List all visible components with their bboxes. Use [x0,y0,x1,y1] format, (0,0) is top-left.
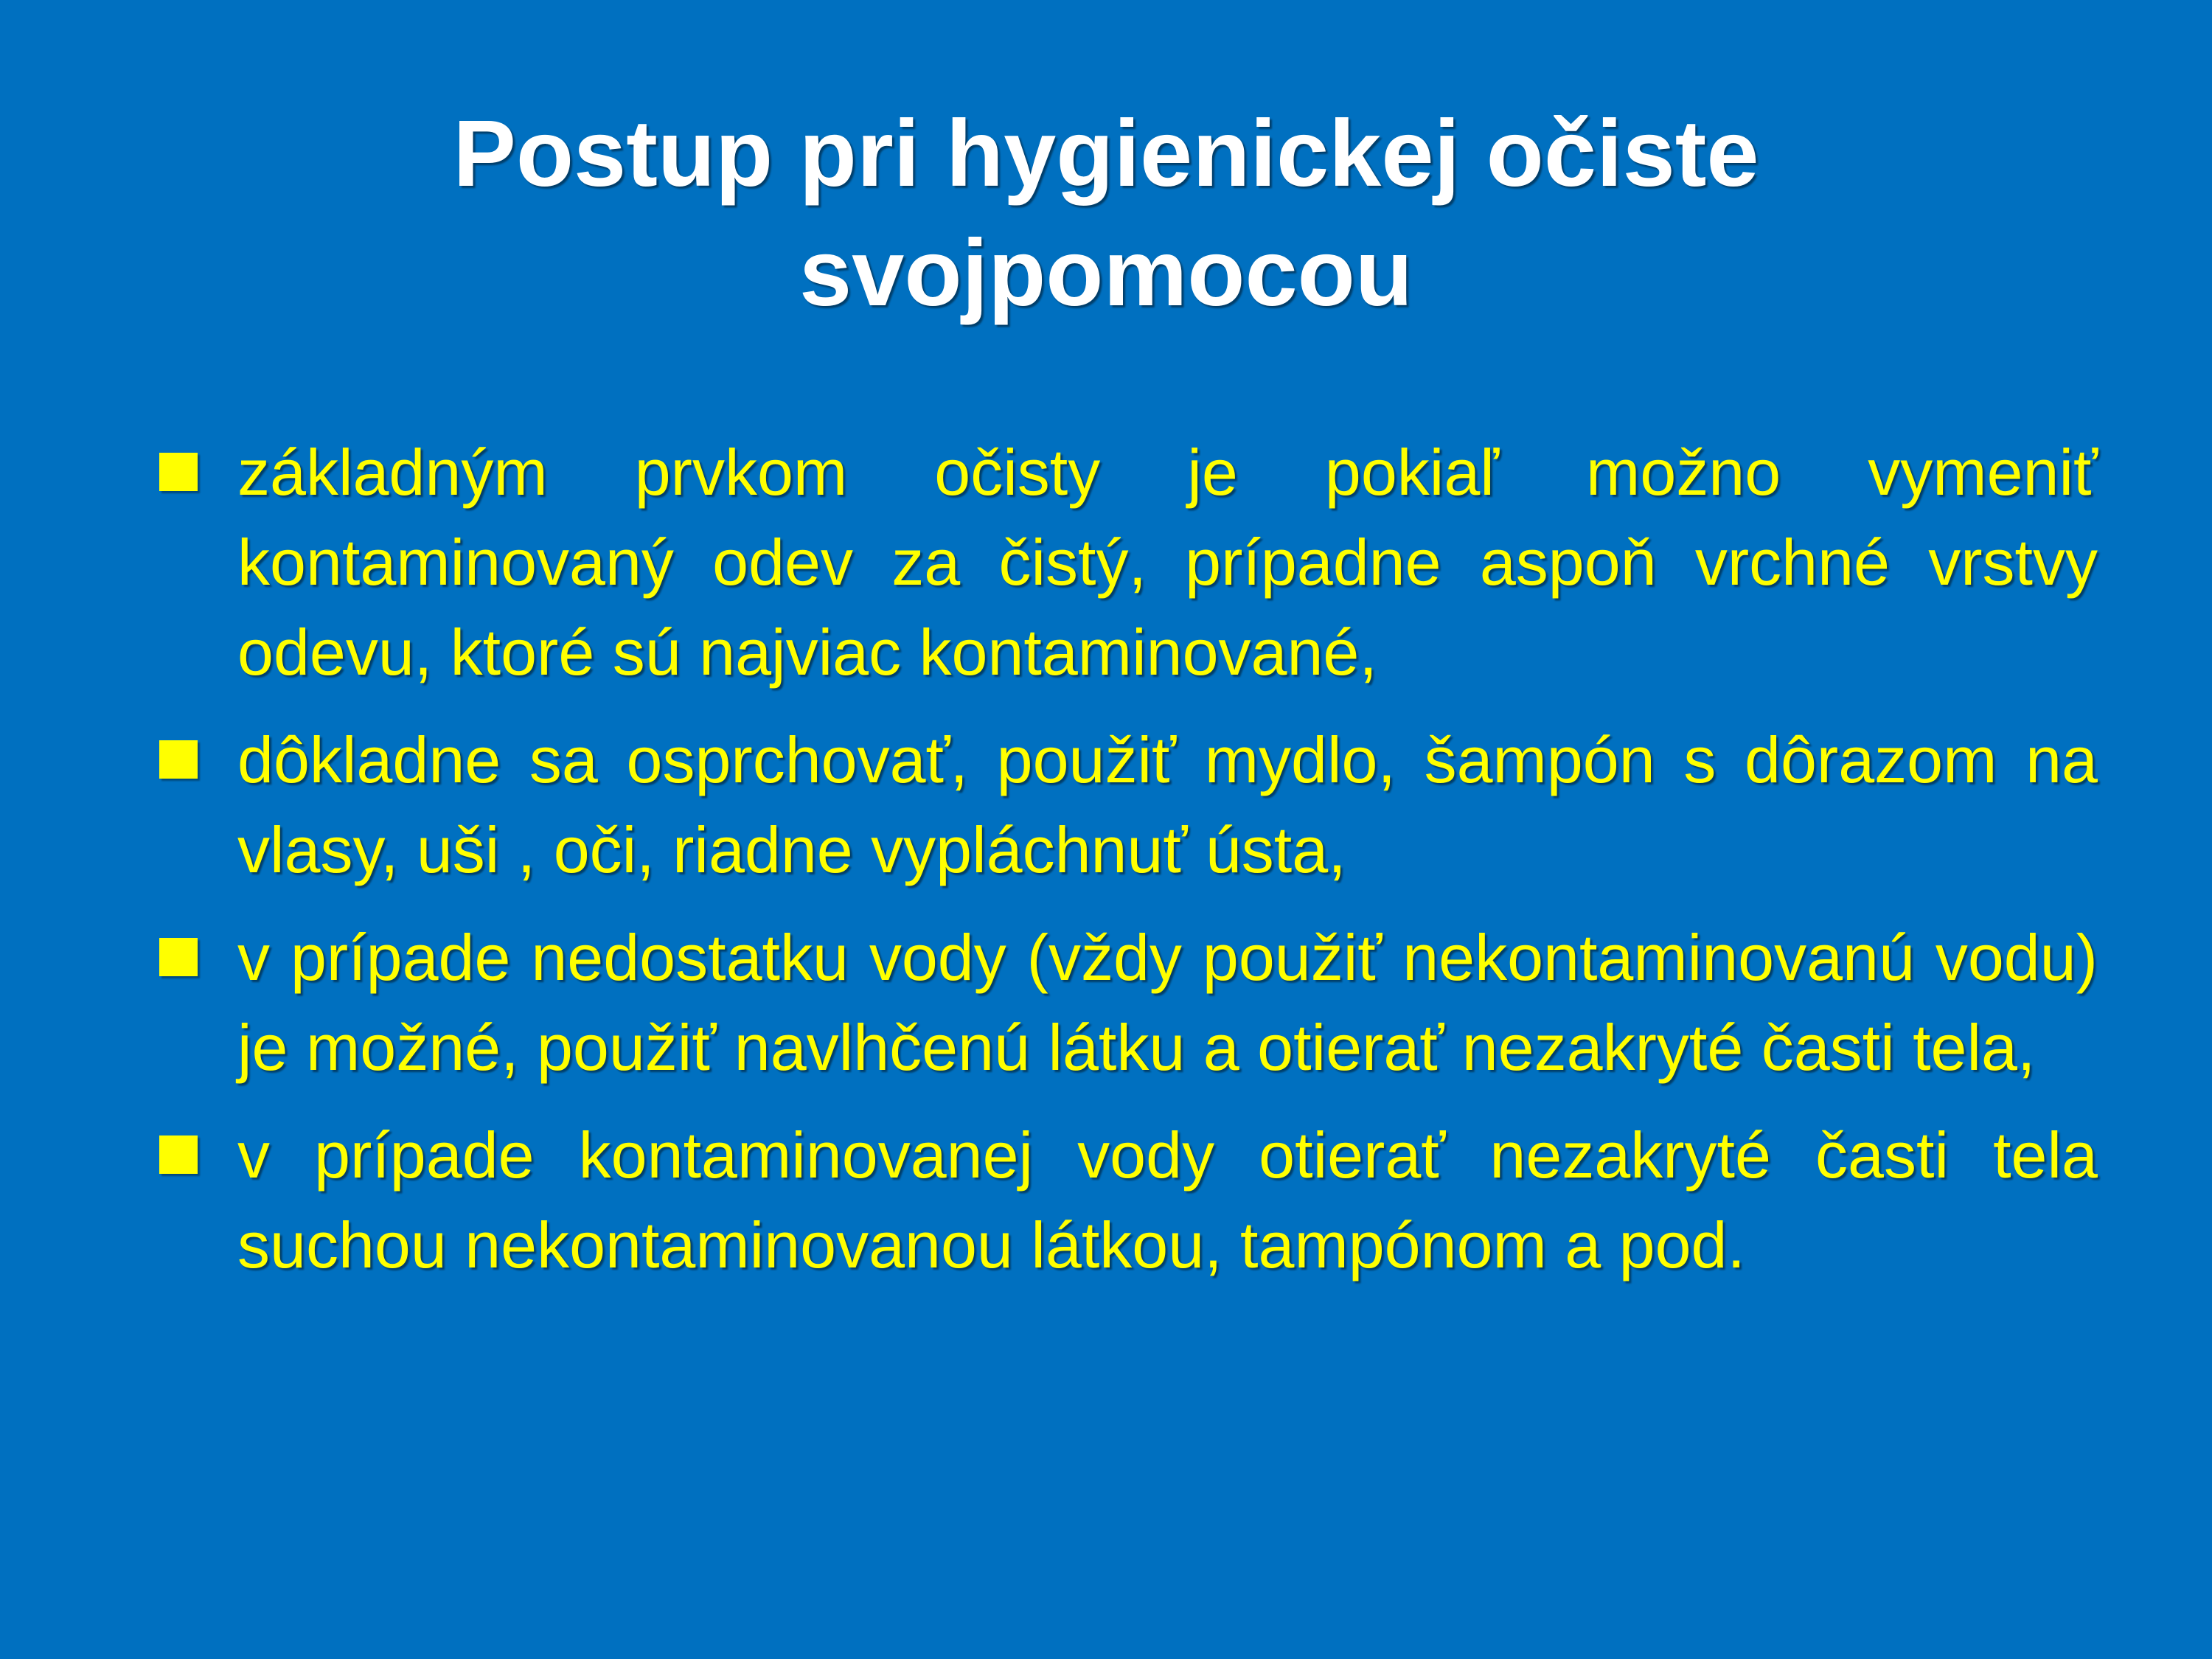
bullet-text: v prípade kontaminovanej vody otierať nezakryté časti tela suchou nekontaminovanou látkou, tampónom a pod. [237,1119,2098,1281]
slide-title-line-2: svojpomocou [799,220,1413,326]
slide-title-line-1: Postup pri hygienickej očiste [453,101,1759,206]
bullet-text: dôkladne sa osprchovať, použiť mydlo, šampón s dôrazom na vlasy, uši , oči, riadne vypláchnuť ústa, [237,723,2098,886]
square-bullet-icon [159,453,198,491]
bullet-item [155,428,2098,698]
bullet-list [155,428,2098,1308]
bullet-item [155,913,2098,1093]
bullet-item [155,715,2098,895]
bullet-item [155,1110,2098,1290]
square-bullet-icon [159,740,198,779]
square-bullet-icon [159,938,198,976]
square-bullet-icon [159,1135,198,1174]
bullet-text: základným prvkom očisty je pokiaľ možno vymeniť kontaminovaný odev za čistý, prípadne aspoň vrchné vrstvy odevu, ktoré sú najviac kontaminované, [237,436,2098,689]
slide-title [0,94,2212,333]
bullet-text: v prípade nedostatku vody (vždy použiť nekontaminovanú vodu) je možné, použiť navlhčenú látku a otierať nezakryté časti tela, [237,921,2098,1084]
